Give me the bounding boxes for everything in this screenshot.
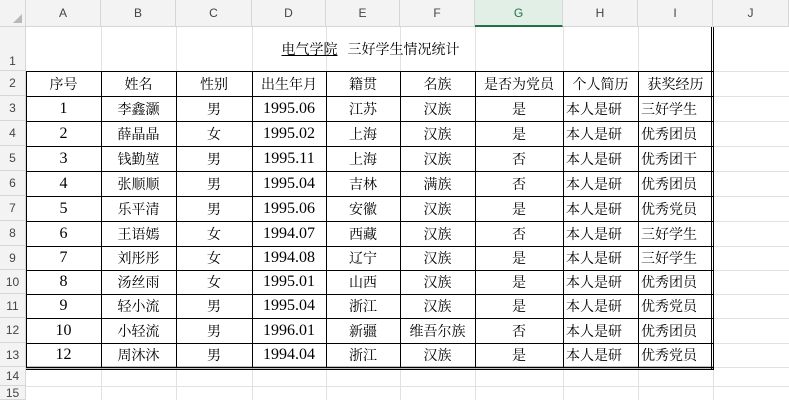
cell-ethnicity[interactable]: 汉族 — [423, 275, 452, 291]
cell-gender[interactable]: 男 — [207, 101, 221, 118]
cell-seq[interactable]: 12 — [55, 346, 72, 363]
table-header-awards[interactable]: 获奖经历 — [647, 76, 704, 93]
cell-resume[interactable]: 本人是研 — [566, 226, 622, 243]
table-header-resume[interactable]: 个人简历 — [572, 76, 629, 93]
cell-resume[interactable]: 本人是研 — [566, 126, 622, 143]
cell-birth[interactable]: 1994.08 — [263, 249, 315, 266]
cell-ethnicity[interactable]: 汉族 — [423, 201, 452, 218]
row-header-2[interactable]: 2 — [0, 71, 26, 96]
cell-party[interactable]: 否 — [512, 323, 526, 340]
row-header-4[interactable]: 4 — [0, 121, 26, 146]
cell-gender[interactable]: 男 — [207, 151, 221, 168]
column-header-i[interactable]: I — [638, 0, 713, 27]
select-all-corner[interactable] — [0, 0, 26, 27]
row-header-11[interactable]: 11 — [0, 294, 26, 318]
row-header-8[interactable]: 8 — [0, 221, 26, 246]
cell-seq[interactable]: 3 — [59, 149, 68, 167]
cell-origin[interactable]: 浙江 — [349, 348, 377, 364]
table-header-name[interactable]: 姓名 — [124, 76, 153, 93]
table-header-birth[interactable]: 出生年月 — [261, 76, 317, 93]
column-header-j[interactable]: J — [713, 0, 789, 27]
cell-resume[interactable]: 本人是研 — [566, 101, 622, 118]
column-header-c[interactable]: C — [176, 0, 252, 27]
cell-origin[interactable]: 山西 — [349, 275, 377, 291]
row-header-14[interactable]: 14 — [0, 367, 26, 386]
cell-party[interactable]: 否 — [512, 226, 526, 243]
cell-name[interactable]: 王语嫣 — [117, 226, 160, 243]
column-header-d[interactable]: D — [252, 0, 326, 27]
cell-party[interactable]: 否 — [512, 176, 526, 193]
cell-birth[interactable]: 1995.11 — [263, 149, 315, 167]
cell-name[interactable]: 刘彤彤 — [117, 251, 160, 267]
cell-resume[interactable]: 本人是研 — [566, 201, 622, 218]
cell-gender[interactable]: 女 — [207, 226, 221, 243]
cell-seq[interactable]: 2 — [59, 124, 68, 142]
row-header-6[interactable]: 6 — [0, 171, 26, 196]
cell-name[interactable]: 小轻流 — [117, 323, 160, 340]
cell-seq[interactable]: 4 — [59, 174, 68, 192]
cell-birth[interactable]: 1995.01 — [263, 273, 315, 290]
cell-awards[interactable]: 优秀团员 — [641, 323, 697, 340]
cell-party[interactable]: 是 — [512, 201, 526, 218]
cell-awards[interactable]: 三好学生 — [641, 251, 697, 267]
row-header-3[interactable]: 3 — [0, 96, 26, 121]
cell-awards[interactable]: 优秀党员 — [641, 299, 697, 315]
cell-origin[interactable]: 浙江 — [349, 299, 377, 315]
cell-gender[interactable]: 女 — [207, 126, 221, 143]
cell-origin[interactable]: 辽宁 — [349, 251, 377, 267]
cell-gender[interactable]: 男 — [207, 201, 221, 218]
cell-origin[interactable]: 上海 — [349, 151, 377, 168]
cell-seq[interactable]: 5 — [59, 199, 68, 217]
cell-resume[interactable]: 本人是研 — [566, 323, 622, 340]
cell-gender[interactable]: 男 — [207, 176, 221, 193]
cell-gender[interactable]: 女 — [207, 275, 221, 291]
cell-party[interactable]: 是 — [512, 126, 526, 143]
cell-resume[interactable]: 本人是研 — [566, 275, 622, 291]
sheet-title[interactable] — [26, 27, 711, 71]
cell-origin[interactable]: 吉林 — [349, 176, 377, 193]
cell-gender[interactable]: 男 — [207, 323, 221, 340]
title-department: 电气学院 — [281, 42, 338, 58]
row-header-1[interactable]: 1 — [0, 27, 26, 71]
cell-awards[interactable]: 优秀团干 — [641, 151, 697, 168]
row-header-13[interactable]: 13 — [0, 343, 26, 367]
cell-birth[interactable]: 1995.06 — [263, 99, 315, 117]
cell-seq[interactable]: 7 — [59, 249, 68, 266]
table-header-seq[interactable]: 序号 — [49, 76, 78, 93]
row-header-5[interactable]: 5 — [0, 146, 26, 171]
cell-birth[interactable]: 1994.04 — [263, 346, 315, 363]
cell-party[interactable]: 是 — [512, 348, 526, 364]
cell-resume[interactable]: 本人是研 — [566, 176, 622, 193]
cell-birth[interactable]: 1995.06 — [263, 199, 315, 217]
cell-ethnicity[interactable]: 维吾尔族 — [409, 323, 466, 340]
cell-seq[interactable]: 8 — [59, 273, 68, 290]
cell-gender[interactable]: 男 — [207, 348, 221, 364]
cell-birth[interactable]: 1995.02 — [263, 124, 315, 142]
cell-name[interactable]: 钱勤堃 — [117, 151, 160, 168]
cell-awards[interactable]: 优秀团员 — [641, 275, 697, 291]
cell-ethnicity[interactable]: 汉族 — [423, 348, 452, 364]
cell-origin[interactable]: 安徽 — [349, 201, 377, 218]
cell-name[interactable]: 薛晶晶 — [117, 126, 160, 143]
cell-seq[interactable]: 10 — [55, 321, 72, 339]
cell-ethnicity[interactable]: 汉族 — [423, 126, 452, 143]
cell-name[interactable]: 张顺顺 — [117, 176, 160, 193]
cell-origin[interactable]: 上海 — [349, 126, 377, 143]
column-header-e[interactable]: E — [326, 0, 400, 27]
cell-gender[interactable]: 女 — [207, 251, 221, 267]
cell-birth[interactable]: 1995.04 — [263, 174, 315, 192]
cell-resume[interactable]: 本人是研 — [566, 151, 622, 168]
cell-party[interactable]: 否 — [512, 151, 526, 168]
column-header-f[interactable]: F — [400, 0, 475, 27]
column-header-b[interactable]: B — [101, 0, 176, 27]
table-header-party[interactable]: 是否为党员 — [484, 76, 554, 93]
row-header-10[interactable]: 10 — [0, 270, 26, 294]
cell-awards[interactable]: 三好学生 — [641, 226, 697, 243]
cell-name[interactable]: 汤丝雨 — [117, 275, 160, 291]
cell-ethnicity[interactable]: 汉族 — [423, 299, 452, 315]
cell-birth[interactable]: 1996.01 — [263, 321, 315, 339]
cell-ethnicity[interactable]: 汉族 — [423, 151, 452, 168]
cell-awards[interactable]: 三好学生 — [641, 101, 697, 118]
cell-seq[interactable]: 6 — [59, 224, 68, 242]
cell-seq[interactable]: 1 — [59, 99, 68, 117]
cell-seq[interactable]: 9 — [59, 297, 68, 314]
row-header-9[interactable]: 9 — [0, 246, 26, 270]
row-header-7[interactable]: 7 — [0, 196, 26, 221]
cell-party[interactable]: 是 — [512, 101, 526, 118]
cell-ethnicity[interactable]: 汉族 — [423, 226, 452, 243]
cell-origin[interactable]: 西藏 — [349, 226, 377, 243]
table-header-ethnicity[interactable]: 名族 — [423, 76, 452, 93]
row-header-12[interactable]: 12 — [0, 318, 26, 343]
column-header-g[interactable]: G — [475, 0, 563, 27]
cell-awards[interactable]: 优秀党员 — [641, 201, 697, 218]
column-header-h[interactable]: H — [563, 0, 638, 27]
column-header-a[interactable]: A — [26, 0, 101, 27]
cell-awards[interactable]: 优秀团员 — [641, 126, 697, 143]
cell-ethnicity[interactable]: 汉族 — [423, 251, 452, 267]
cell-party[interactable]: 是 — [512, 299, 526, 315]
cell-party[interactable]: 是 — [512, 275, 526, 291]
cell-name[interactable]: 轻小流 — [117, 299, 160, 315]
cell-resume[interactable]: 本人是研 — [566, 348, 622, 364]
table-header-gender[interactable]: 性别 — [200, 76, 228, 93]
cell-resume[interactable]: 本人是研 — [566, 251, 622, 267]
cell-gender[interactable]: 男 — [207, 299, 221, 315]
title-text: 三好学生情况统计 — [347, 42, 460, 58]
cell-birth[interactable]: 1994.07 — [263, 224, 315, 242]
cell-birth[interactable]: 1995.04 — [263, 297, 315, 314]
row-header-15[interactable]: 15 — [0, 386, 26, 400]
cell-origin[interactable]: 新疆 — [349, 323, 377, 340]
cell-resume[interactable]: 本人是研 — [566, 299, 622, 315]
cell-name[interactable]: 乐平清 — [117, 201, 160, 218]
cell-ethnicity[interactable]: 满族 — [423, 176, 452, 193]
cell-party[interactable]: 是 — [512, 251, 526, 267]
cell-name[interactable]: 周沐沐 — [117, 348, 160, 364]
cell-ethnicity[interactable]: 汉族 — [423, 101, 452, 118]
cell-awards[interactable]: 优秀党员 — [641, 348, 697, 364]
cell-awards[interactable]: 优秀团员 — [641, 176, 697, 193]
cell-origin[interactable]: 江苏 — [349, 101, 377, 118]
cell-name[interactable]: 李鑫灏 — [117, 101, 160, 118]
table-header-origin[interactable]: 籍贯 — [349, 76, 377, 93]
